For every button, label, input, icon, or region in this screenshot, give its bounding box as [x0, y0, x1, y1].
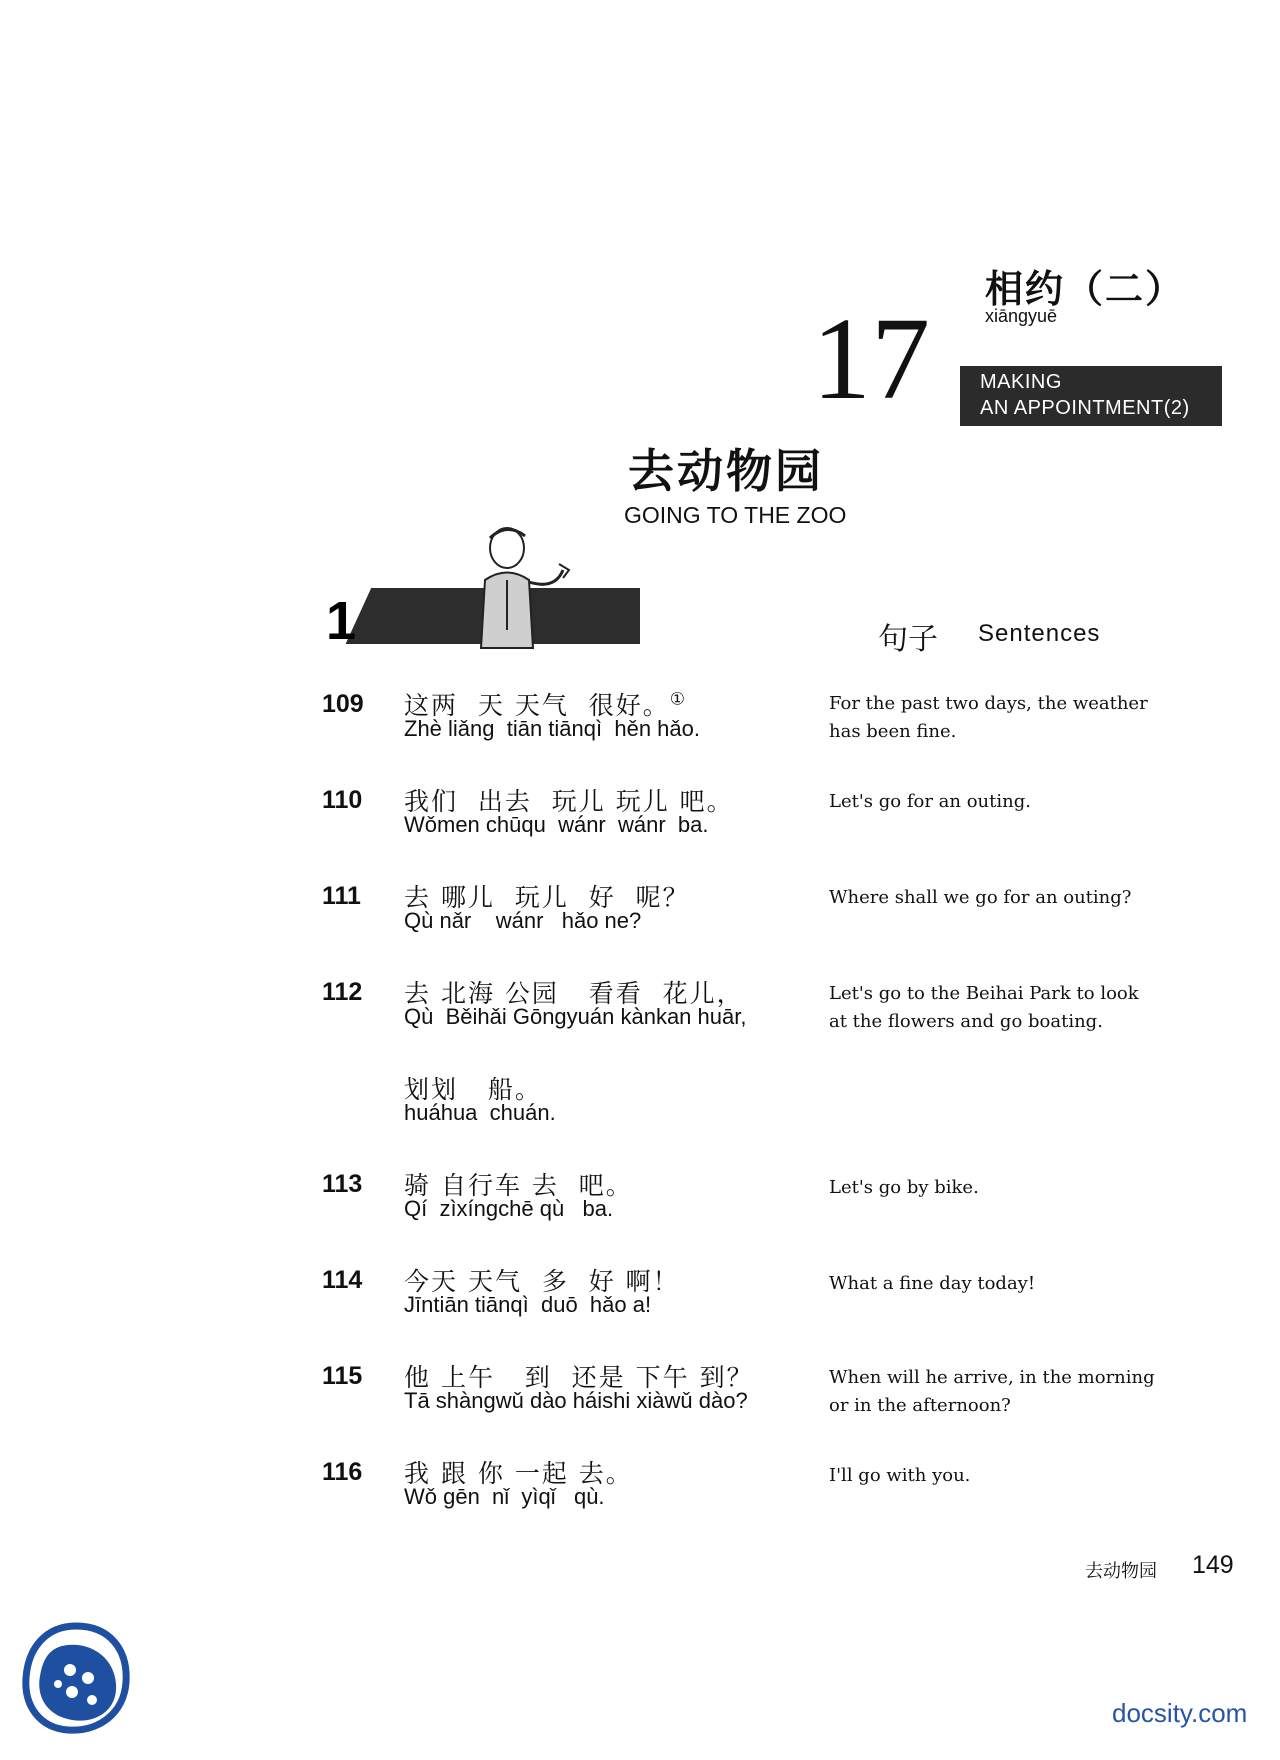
- footnote-marker: ①: [669, 689, 687, 710]
- sentence-number: 111: [322, 882, 361, 910]
- sentence-english: Let's go for an outing.: [829, 791, 1031, 812]
- sentence-english: I'll go with you.: [829, 1465, 971, 1486]
- section-number: 1: [326, 591, 357, 651]
- watermark-link[interactable]: docsity.com: [1112, 1698, 1248, 1728]
- lesson-number: 17: [812, 293, 930, 424]
- sentence-pinyin: Wǒ gēn nǐ yìqǐ qù.: [404, 1484, 605, 1509]
- sentence-chinese-continued: 划划 船。: [404, 1075, 542, 1104]
- sentence-chinese: 他 上午 到 还是 下午 到？: [404, 1363, 754, 1392]
- sentence-pinyin: Qù nǎr wánr hǎo ne?: [404, 908, 642, 933]
- sentence-english: What a fine day today!: [829, 1273, 1036, 1294]
- sentence-english: When will he arrive, in the morning or in the afternoon?: [829, 1367, 1155, 1416]
- sentence-chinese: 骑 自行车 去 吧。: [404, 1171, 633, 1200]
- lesson-topic-banner: [960, 366, 1222, 426]
- sentence-english: For the past two days, the weather has been fine.: [829, 693, 1148, 742]
- section-label-english: Sentences: [978, 620, 1101, 647]
- sentence-pinyin: Wǒmen chūqu wánr wánr ba.: [404, 812, 709, 837]
- running-footer-title: 去动物园: [1085, 1561, 1157, 1581]
- sentence-number: 110: [322, 786, 363, 814]
- sentence-english: Let's go to the Beihai Park to look at the flowers and go boating.: [829, 983, 1139, 1032]
- docsity-logo-icon: [18, 1620, 134, 1736]
- sentence-chinese: 我们 出去 玩儿 玩儿 吧。: [404, 787, 734, 816]
- sentence-number: 114: [322, 1266, 363, 1294]
- sentence-chinese: 今天 天气 多 好 啊！: [404, 1267, 680, 1296]
- sentence-pinyin: Zhè liǎng tiān tiānqì hěn hǎo.: [404, 716, 700, 741]
- sentence-pinyin: Qù Běihǎi Gōngyuán kànkan huār,: [404, 1004, 747, 1029]
- sentence-chinese: 去 北海 公园 看看 花儿，: [404, 979, 744, 1008]
- lesson-topic-chinese: 相约（二）: [985, 269, 1186, 311]
- sentence-english: Where shall we go for an outing?: [829, 887, 1132, 908]
- page-title-chinese: 去动物园: [628, 445, 824, 497]
- sentence-chinese: 去 哪儿 玩儿 好 呢？: [404, 883, 690, 912]
- sentence-number: 112: [322, 978, 363, 1006]
- sentence-pinyin: Jīntiān tiānqì duō hǎo a!: [404, 1292, 652, 1317]
- banner-line-2: AN APPOINTMENT(2): [980, 397, 1190, 419]
- page-number: 149: [1192, 1551, 1234, 1579]
- sentence-chinese-text: 这两 天 天气 很好。: [404, 691, 670, 720]
- sentence-pinyin: Qí zìxíngchē qù ba.: [404, 1196, 614, 1221]
- sentence-pinyin-continued: huáhua chuán.: [404, 1100, 556, 1125]
- sentence-pinyin: Tā shàngwǔ dào háishi xiàwǔ dào?: [404, 1388, 748, 1413]
- banner-line-1: MAKING: [980, 371, 1062, 393]
- sentence-english: Let's go by bike.: [829, 1177, 979, 1198]
- sentence-number: 109: [322, 690, 364, 718]
- sentence-number: 113: [322, 1170, 363, 1198]
- sentence-chinese: 我 跟 你 一起 去。: [404, 1459, 633, 1488]
- lesson-topic-pinyin: xiāngyuē: [985, 306, 1058, 326]
- teacher-illustration: [455, 520, 585, 650]
- section-label-chinese: 句子: [878, 623, 938, 656]
- sentence-number: 115: [322, 1362, 363, 1390]
- page-title-english: GOING TO THE ZOO: [624, 502, 847, 528]
- sentence-number: 116: [322, 1458, 363, 1486]
